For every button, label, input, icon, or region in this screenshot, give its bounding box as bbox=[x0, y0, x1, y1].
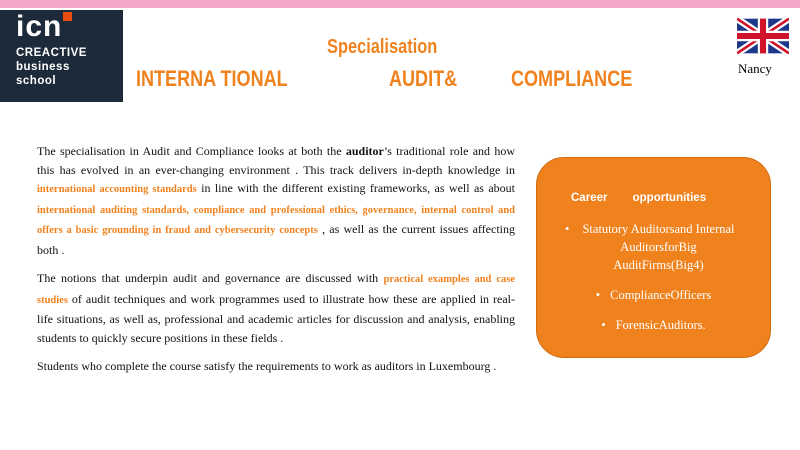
career-item-forensic bbox=[537, 316, 770, 334]
paragraph-intro bbox=[37, 142, 515, 259]
career-title: Career opportunities bbox=[571, 192, 707, 204]
career-item-auditors bbox=[537, 220, 770, 274]
paragraph-students: Students who complete the course satisfy the requirements to work as auditors in Luxembourg . bbox=[37, 359, 497, 373]
auditor-word: auditor bbox=[345, 144, 384, 158]
intro-text-4: , as well as the current issues affecting both . bbox=[37, 222, 515, 257]
paragraph-notions bbox=[37, 269, 515, 347]
logo-line-business: business bbox=[16, 61, 70, 73]
bullet-icon: • bbox=[601, 318, 606, 332]
title-word-audit: AUDIT& bbox=[389, 66, 458, 91]
career-list bbox=[537, 220, 770, 346]
title-word-compliance: COMPLIANCE bbox=[511, 66, 633, 91]
logo-line-creactive: CREACTIVE bbox=[16, 47, 87, 59]
intro-text-1: The specialisation in Audit and Compliance looks at both the bbox=[37, 144, 346, 158]
title-word-international: INTERNA TIONAL bbox=[136, 66, 288, 91]
page-title: Specialisation bbox=[327, 36, 438, 58]
user-name: Nancy bbox=[738, 61, 772, 76]
top-accent-bar bbox=[0, 0, 800, 8]
bullet-icon: • bbox=[565, 222, 570, 236]
description-text bbox=[37, 142, 515, 386]
career-item-label: Statutory Auditorsand Internal AuditorsforBig AuditFirms(Big4) bbox=[582, 222, 735, 272]
notions-text-1: The notions that underpin audit and governance are discussed with bbox=[37, 271, 384, 285]
career-opportunities-box bbox=[536, 157, 771, 358]
highlight-accounting-standards: international accounting standards bbox=[37, 184, 197, 195]
bullet-icon: • bbox=[595, 288, 601, 302]
logo-line-school: school bbox=[16, 75, 57, 87]
intro-text-3: in line with the different existing frameworks, as well as about bbox=[196, 181, 515, 195]
intro-text-2: ’s traditional role and how this has evolved in an ever-changing environment . This track delivers in-depth knowledge in bbox=[37, 144, 515, 177]
highlight-auditing-standards: international auditing standards, compliance and professional ethics, governance, internal control and offers a basic grounding in fraud and cybersecurity concepts bbox=[37, 204, 515, 236]
school-logo[interactable] bbox=[0, 10, 123, 102]
career-item-compliance bbox=[537, 286, 770, 304]
logo-icn-text: icn bbox=[16, 10, 63, 43]
career-item-label: ComplianceOfficers bbox=[610, 288, 712, 302]
highlight-practical-examples: practical examples and case studies bbox=[37, 274, 515, 306]
career-item-label: ForensicAuditors. bbox=[615, 318, 706, 332]
notions-text-2: of audit techniques and work programmes used to illustrate how these are applied in real-life situations, as well as, professional and academic articles for discussion and analysis, enabling students to quickly secure positions in these fields . bbox=[37, 291, 515, 345]
logo-dot-icon bbox=[63, 12, 72, 21]
uk-flag-icon[interactable] bbox=[737, 18, 789, 54]
